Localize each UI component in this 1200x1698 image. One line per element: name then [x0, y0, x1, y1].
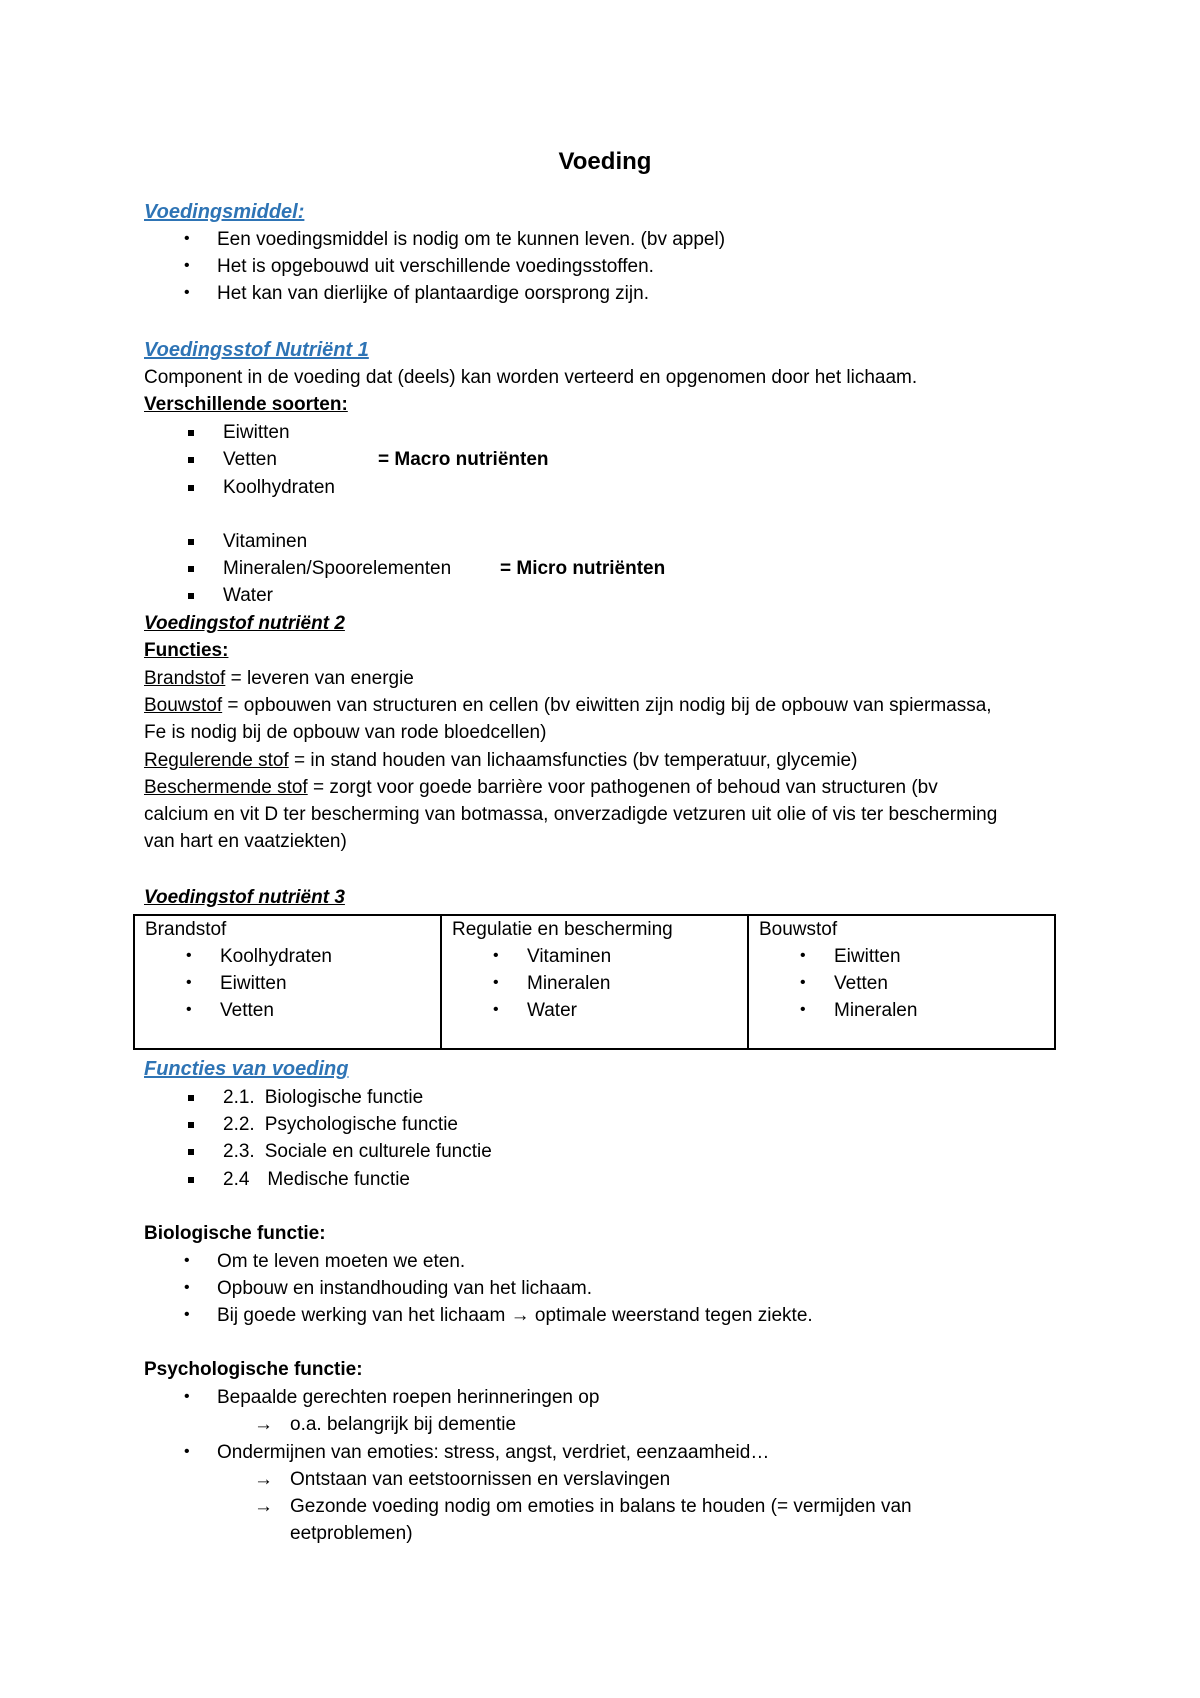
heading-nutrient-1: Voedingsstof Nutriënt 1 — [144, 339, 369, 361]
table-cell — [134, 915, 441, 1049]
bullet-square — [188, 566, 194, 572]
bullet-dot: • — [186, 974, 192, 991]
list-item: Het kan van dierlijke of plantaardige oorsprong zijn. — [217, 283, 649, 304]
bullet-square — [188, 539, 194, 545]
bullet-dot: • — [800, 974, 806, 991]
bullet-dot: • — [184, 230, 190, 247]
heading-psychologische-functie: Psychologische functie: — [144, 1359, 363, 1380]
list-item: Vitaminen — [527, 946, 612, 967]
list-item: Mineralen/Spoorelementen — [223, 558, 452, 579]
arrow-item: Ontstaan van eetstoornissen en verslavingen — [290, 1469, 671, 1490]
bullet-dot: • — [184, 284, 190, 301]
list-item: Eiwitten — [834, 946, 901, 967]
list-item: Eiwitten — [220, 973, 287, 994]
numbered-item — [223, 1086, 423, 1110]
bullet-dot: • — [186, 947, 192, 964]
list-item: Een voedingsmiddel is nodig om te kunnen leven. (bv appel) — [217, 229, 726, 250]
bullet-dot: • — [184, 1279, 190, 1296]
list-item — [217, 1304, 813, 1328]
function-desc: = opbouwen van structuren en cellen (bv eiwitten zijn nodig bij de opbouw van spiermassa, — [222, 695, 992, 716]
function-line — [144, 667, 414, 691]
table-cell — [441, 915, 748, 1049]
table-header: Brandstof — [145, 919, 227, 940]
numbered-item — [223, 1168, 410, 1192]
item-number: 2.4 — [223, 1169, 250, 1190]
function-desc: = zorgt voor goede barrière voor pathogenen of behoud van structuren (bv — [307, 777, 938, 798]
list-item: Vetten — [223, 449, 277, 470]
function-term: Regulerende stof — [144, 750, 289, 771]
item-number: 2.1. — [223, 1087, 255, 1108]
function-line — [144, 749, 857, 773]
table-cell — [748, 915, 1055, 1049]
arrow-item: o.a. belangrijk bij dementie — [290, 1414, 517, 1435]
definition-text: Component in de voeding dat (deels) kan worden verteerd en opgenomen door het lichaam. — [144, 367, 918, 388]
subheading-functies: Functies: — [144, 640, 229, 661]
list-item: Koolhydraten — [223, 477, 335, 498]
bullet-square — [188, 457, 194, 463]
item-label: Biologische functie — [264, 1087, 424, 1108]
list-item: Water — [527, 1000, 577, 1021]
list-item: Bepaalde gerechten roepen herinneringen op — [217, 1387, 600, 1408]
bullet-dot: • — [184, 1388, 190, 1405]
list-item: Water — [223, 585, 273, 606]
item-number: 2.3. — [223, 1141, 255, 1162]
item-label: Medische functie — [267, 1169, 410, 1190]
arrow-right-icon: → — [510, 1305, 530, 1326]
list-item: Mineralen — [527, 973, 611, 994]
list-item: Het is opgebouwd uit verschillende voedingsstoffen. — [217, 256, 654, 277]
table-header: Regulatie en bescherming — [452, 919, 673, 940]
bullet-dot: • — [184, 1443, 190, 1460]
page-title: Voeding — [558, 148, 652, 175]
bullet-dot: • — [184, 1252, 190, 1269]
table-row — [134, 915, 1055, 1049]
micro-label: = Micro nutriënten — [500, 558, 666, 579]
function-term: Brandstof — [144, 668, 226, 689]
bullet-dot: • — [800, 947, 806, 964]
bullet-square — [188, 1149, 194, 1155]
bullet-square — [188, 485, 194, 491]
heading-voedingsmiddel: Voedingsmiddel: — [144, 201, 305, 223]
list-item: Opbouw en instandhouding van het lichaam. — [217, 1278, 592, 1299]
list-item: Eiwitten — [223, 422, 290, 443]
bullet-dot: • — [493, 1001, 499, 1018]
nutrient-table — [133, 914, 1056, 1050]
list-item: Koolhydraten — [220, 946, 332, 967]
item-number: 2.2. — [223, 1114, 255, 1135]
bullet-square — [188, 1095, 194, 1101]
function-desc: = leveren van energie — [225, 668, 414, 689]
function-line — [144, 830, 347, 854]
list-item-start: Bij goede werking van het lichaam — [217, 1305, 506, 1326]
list-item: Mineralen — [834, 1000, 918, 1021]
heading-nutrient-3: Voedingstof nutriënt 3 — [144, 887, 345, 908]
function-desc: van hart en vaatziekten) — [144, 831, 347, 852]
list-item: Vitaminen — [223, 531, 308, 552]
bullet-square — [188, 1177, 194, 1183]
arrow-item-continued: eetproblemen) — [290, 1523, 413, 1544]
bullet-dot: • — [186, 1001, 192, 1018]
function-term: Beschermende stof — [144, 777, 308, 798]
bullet-dot: • — [493, 947, 499, 964]
function-desc: calcium en vit D ter bescherming van botmassa, onverzadigde vetzuren uit olie of vis ter bescherming — [144, 804, 998, 825]
heading-nutrient-2: Voedingstof nutriënt 2 — [144, 613, 345, 634]
bullet-dot: • — [184, 257, 190, 274]
list-item: Ondermijnen van emoties: stress, angst, verdriet, eenzaamheid… — [217, 1442, 770, 1463]
arrow-right-icon: → — [254, 1469, 273, 1490]
bullet-dot: • — [184, 1306, 190, 1323]
bullet-square — [188, 593, 194, 599]
list-item: Vetten — [834, 973, 888, 994]
function-desc: = in stand houden van lichaamsfuncties (bv temperatuur, glycemie) — [288, 750, 858, 771]
table-header: Bouwstof — [759, 919, 838, 940]
bullet-dot: • — [493, 974, 499, 991]
arrow-item: Gezonde voeding nodig om emoties in balans te houden (= vermijden van — [290, 1496, 912, 1517]
function-line — [144, 776, 938, 800]
function-term: Bouwstof — [144, 695, 223, 716]
macro-label: = Macro nutriënten — [378, 449, 549, 470]
numbered-item — [223, 1140, 492, 1164]
list-item-end: optimale weerstand tegen ziekte. — [534, 1305, 813, 1326]
subheading-soorten: Verschillende soorten: — [144, 394, 348, 415]
function-desc: Fe is nodig bij de opbouw van rode bloedcellen) — [144, 722, 547, 743]
item-label: Sociale en culturele functie — [264, 1141, 492, 1162]
bullet-square — [188, 1122, 194, 1128]
heading-biologische-functie: Biologische functie: — [144, 1223, 326, 1244]
item-label: Psychologische functie — [264, 1114, 458, 1135]
list-item: Om te leven moeten we eten. — [217, 1251, 466, 1272]
function-line — [144, 694, 992, 718]
function-line — [144, 721, 546, 745]
bullet-square — [188, 430, 194, 436]
arrow-right-icon: → — [254, 1414, 273, 1435]
heading-functies-voeding: Functies van voeding — [144, 1058, 349, 1080]
numbered-item — [223, 1113, 458, 1137]
bullet-dot: • — [800, 1001, 806, 1018]
function-line — [144, 803, 997, 827]
list-item: Vetten — [220, 1000, 274, 1021]
arrow-right-icon: → — [254, 1496, 273, 1517]
